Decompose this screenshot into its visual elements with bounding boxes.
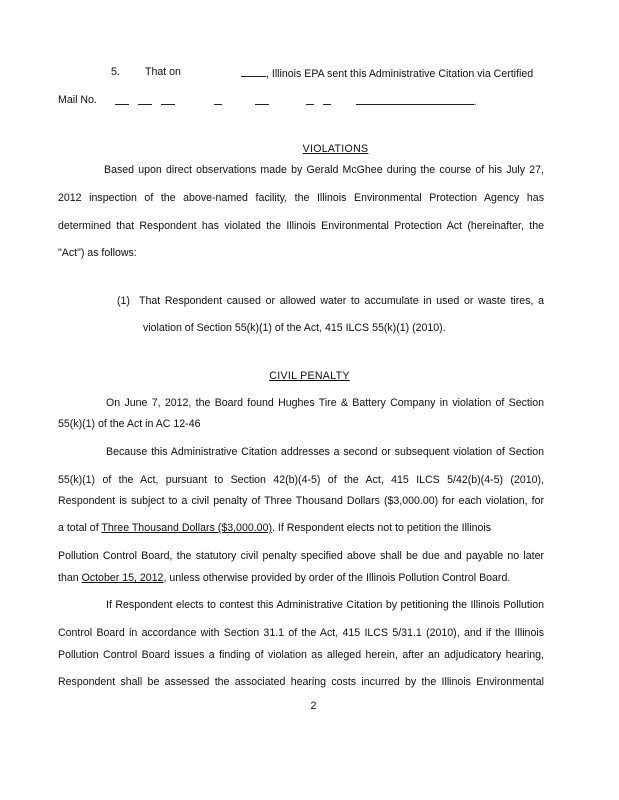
para5-number: 5. (111, 66, 120, 78)
penalty-p2-line6-a: than (58, 572, 79, 584)
payment-due-date: October 15, 2012 (81, 572, 164, 584)
violations-heading: VIOLATIONS (302, 143, 369, 155)
mail-blank-3 (161, 94, 175, 105)
penalty-p2-line6 (58, 572, 510, 584)
para5-text-b: , Illinois EPA sent this Administrative Citation via Certified (266, 68, 534, 80)
page-number: 2 (310, 700, 317, 712)
mail-blank-long (356, 94, 474, 105)
certified-mail-blanks (115, 94, 477, 108)
total-penalty-amount: Three Thousand Dollars ($3,000.00) (101, 522, 272, 534)
para5-date-blank (241, 66, 533, 80)
penalty-p2-line5: Pollution Control Board, the statutory civil penalty specified above shall be due and payable no later (58, 550, 544, 562)
para5-line1 (111, 66, 120, 78)
penalty-p2-line4-a: a total of (58, 522, 99, 534)
penalty-p2-line2: 55(k)(1) of the Act, pursuant to Section 42(b)(4-5) of the Act, 415 ILCS 5/42(b)(4-5) (2010), (58, 474, 544, 486)
violations-intro-line4: "Act") as follows: (58, 247, 137, 259)
civil-penalty-heading: CIVIL PENALTY (269, 370, 350, 382)
violations-intro-line2: 2012 inspection of the above-named facility, the Illinois Environmental Protection Agency has (58, 192, 544, 204)
penalty-p3-line2: Control Board in accordance with Section 31.1 of the Act, 415 ILCS 5/31.1 (2010), and if the Illinois (58, 627, 544, 639)
para5-text-a: That on (145, 66, 181, 78)
penalty-p2-line4 (58, 522, 491, 534)
penalty-p1-line2: 55(k)(1) of the Act in AC 12-46 (58, 418, 201, 430)
penalty-p2-line6-b: , unless otherwise provided by order of the Illinois Pollution Control Board. (163, 572, 511, 584)
para5-text-c: Mail No. (58, 94, 97, 106)
mail-blank-5 (255, 94, 269, 105)
penalty-p1-line1: On June 7, 2012, the Board found Hughes Tire & Battery Company in violation of Section (106, 397, 544, 409)
penalty-p2-line1: Because this Administrative Citation addresses a second or subsequent violation of Section (106, 446, 544, 458)
penalty-p2-line3: Respondent is subject to a civil penalty of Three Thousand Dollars ($3,000.00) for each violation, for (58, 495, 544, 507)
mail-blank-6 (306, 94, 314, 105)
penalty-p3-line1: If Respondent elects to contest this Administrative Citation by petitioning the Illinois Pollution (106, 599, 544, 611)
para5-period: . (473, 96, 477, 108)
penalty-p3-line4: Respondent shall be assessed the associated hearing costs incurred by the Illinois Environmental (58, 676, 544, 688)
violations-intro-line1: Based upon direct observations made by Gerald McGhee during the course of his July 27, (104, 164, 544, 176)
violation-item-number: (1) (117, 295, 130, 307)
violations-intro-line3: determined that Respondent has violated the Illinois Environmental Protection Act (hereinafter, the (58, 220, 544, 232)
violation-item-line2: violation of Section 55(k)(1) of the Act, 415 ILCS 55(k)(1) (2010). (143, 322, 446, 334)
mail-blank-7 (323, 94, 331, 105)
para5-text (145, 66, 181, 78)
mail-blank-2 (138, 94, 152, 105)
mail-blank-4 (214, 94, 222, 105)
date-blank (241, 66, 266, 77)
mail-blank-1 (115, 94, 129, 105)
violation-item-line1: That Respondent caused or allowed water to accumulate in used or waste tires, a (139, 295, 544, 307)
penalty-p3-line3: Pollution Control Board issues a finding of violation as alleged herein, after an adjudicatory hearing, (58, 649, 544, 661)
para5-line2 (58, 94, 97, 106)
penalty-p2-line4-b: . If Respondent elects not to petition the Illinois (272, 522, 492, 534)
